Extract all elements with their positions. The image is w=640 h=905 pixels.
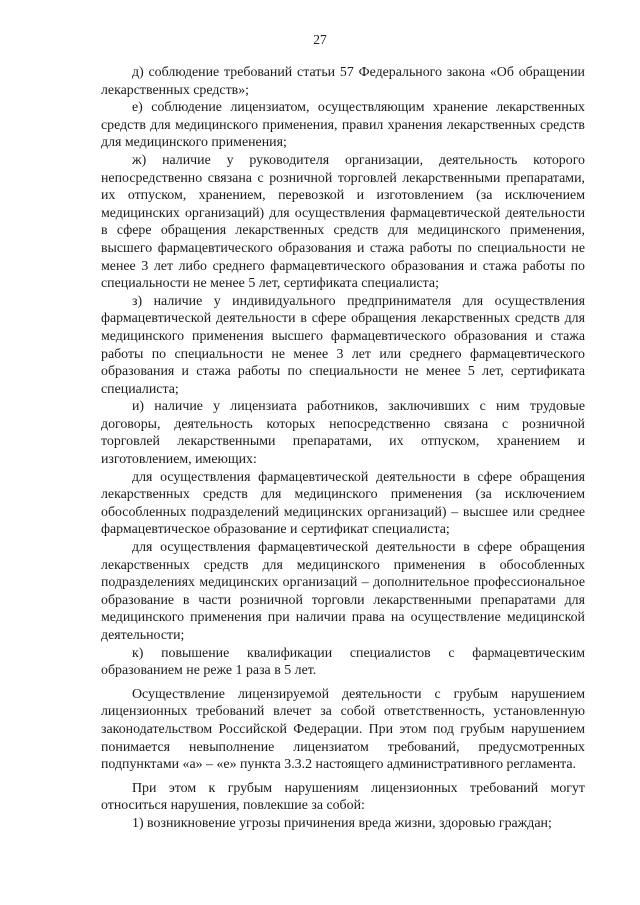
paragraph-i-item-1: для осуществления фармацевтической деятельности в сфере обращения лекарственных средств для медицинского применения (за исключением обособленных подразделений медицинских организаций) – высшее или среднее фармацевтическое образование и сертификат специалиста; (101, 469, 585, 538)
paragraph-d: д) соблюдение требований статьи 57 Федерального закона «Об обращении лекарственных средств»; (101, 65, 585, 98)
paragraph-zh: ж) наличие у руководителя организации, деятельность которого непосредственно связана с розничной торговлей лекарственными препаратами, их отпуском, хранением, перевозкой и изготовлением (за исключением медицинских организаций) для осуществления фармацевтической деятельности в сфере обращения лекарственных средств для медицинского применения, высшего фармацевтического образования и стажа работы по специальности не менее 3 лет либо среднего фармацевтического образования и стажа работы по специальности не менее 5 лет, сертификата специалиста; (101, 152, 585, 292)
paragraph-z: з) наличие у индивидуального предпринимателя для осуществления фармацевтической деятельности в сфере обращения лекарственных средств для медицинского применения высшего фармацевтического образования и стажа работы по специальности не менее 3 лет или среднего фармацевтического образования и стажа работы по специальности не менее 5 лет, сертификата специалиста; (101, 293, 585, 397)
page-number: 27 (313, 32, 327, 47)
paragraph-i: и) наличие у лицензиата работников, заключивших с ним трудовые договоры, деятельность которых непосредственно связана с розничной торговлей лекарственными препаратами, их отпуском, хранением и изготовлением, имеющих: (101, 399, 585, 468)
paragraph-e: е) соблюдение лицензиатом, осуществляющим хранение лекарственных средств для медицинского применения, правил хранения лекарственных средств для медицинского применения; (101, 100, 585, 151)
document-body (101, 64, 585, 833)
paragraph-gross-violation: Осуществление лицензируемой деятельности с грубым нарушением лицензионных требований влечет за собой ответственность, установленную законодательством Российской Федерации. При этом под грубым нарушением понимается невыполнение лицензиатом требований, предусмотренных подпунктами «а» – «е» пункта 3.3.2 настоящего административного регламента. (101, 686, 585, 773)
paragraph-k: к) повышение квалификации специалистов с фармацевтическим образованием не реже 1 раза в 5 лет. (101, 645, 585, 679)
paragraph-i-item-2: для осуществления фармацевтической деятельности в сфере обращения лекарственных средств для медицинского применения в обособленных подразделениях медицинских организаций – дополнительное профессиональное образование в части розничной торговли лекарственными препаратами для медицинского применения при наличии права на осуществление медицинской деятельности; (101, 540, 585, 643)
paragraph-item-1: 1) возникновение угрозы причинения вреда жизни, здоровью граждан; (132, 815, 552, 831)
paragraph-gross-violations-list-intro: При этом к грубым нарушениям лицензионных требований могут относиться нарушения, повлекшие за собой: (101, 780, 585, 814)
